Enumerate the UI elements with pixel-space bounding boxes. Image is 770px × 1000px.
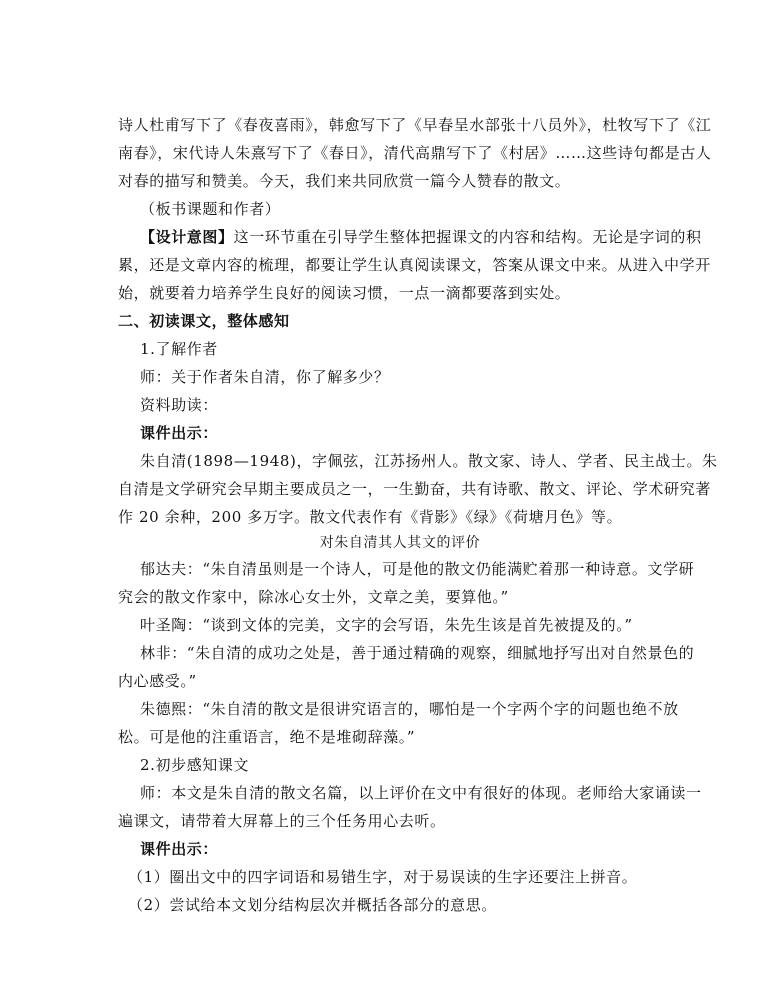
design-intent-line-2: 累，还是文章内容的梳理，都要让学生认真阅读课文，答案从课文中来。从进入中学开 — [118, 256, 711, 274]
courseware-label-1: 课件出示： — [140, 424, 219, 442]
design-intent-label: 【设计意图】 — [140, 228, 234, 246]
bio-line-1: 朱自清(1898—1948)，字佩弦，江苏扬州人。散文家、诗人、学者、民主战士。朱 — [140, 452, 718, 470]
zhu-dexi-quote-line-1: 朱德熙：“朱自清的散文是很讲究语言的，哪怕是一个字两个字的问题也绝不放 — [140, 700, 679, 718]
bio-line-2: 自清是文学研究会早期主要成员之一，一生勤奋，共有诗歌、散文、评论、学术研究著 — [118, 480, 711, 498]
evaluation-title: 对朱自清其人其文的评价 — [319, 535, 481, 551]
lin-fei-quote-line-1: 林非：“朱自清的成功之处是，善于通过精确的观察，细腻地抒写出对自然景色的 — [140, 644, 695, 662]
intro-paragraph-line-1: 诗人杜甫写下了《春夜喜雨》，韩愈写下了《早春呈水部张十八员外》，杜牧写下了《江 — [118, 116, 712, 134]
reading-aid-label: 资料助读： — [140, 396, 219, 414]
yu-dafu-quote-line-2: 究会的散文作家中，除冰心女士外，文章之美，要算他。” — [118, 588, 509, 606]
bio-line-3: 作 20 余种，200 多万字。散文代表作有《背影》《绿》《荷塘月色》等。 — [118, 508, 623, 526]
subsection-two-heading: 2.初步感知课文 — [140, 756, 250, 774]
subsection-one-heading: 1.了解作者 — [140, 340, 218, 358]
task-item-2: （2）尝试给本文划分结构层次并概括各部分的意思。 — [128, 896, 497, 914]
lin-fei-quote-line-2: 内心感受。” — [118, 672, 197, 690]
teacher-recite-line-1: 师：本文是朱自清的散文名篇，以上评价在文中有很好的体现。老师给大家诵读一 — [140, 784, 702, 802]
design-intent-line-3: 始，就要着力培养学生良好的阅读习惯，一点一滴都要落到实处。 — [118, 284, 571, 302]
yu-dafu-quote-line-1: 郁达夫：“朱自清虽则是一个诗人，可是他的散文仍能满贮着那一种诗意。文学研 — [140, 560, 695, 578]
design-intent-text: 这一环节重在引导学生整体把握课文的内容和结构。无论是字词的积 — [233, 228, 702, 246]
teacher-recite-line-2: 遍课文，请带着大屏幕上的三个任务用心去听。 — [118, 812, 446, 830]
zhu-dexi-quote-line-2: 松。可是他的注重语言，绝不是堆砌辞藻。” — [118, 728, 416, 746]
intro-paragraph-line-3: 对春的描写和赞美。今天，我们来共同欣赏一篇今人赞春的散文。 — [118, 172, 571, 190]
ye-shengtao-quote: 叶圣陶：“谈到文体的完美，文字的会写语，朱先生该是首先被提及的。” — [140, 616, 633, 634]
design-intent-line-1 — [140, 224, 704, 250]
section-two-heading: 二、初读课文，整体感知 — [118, 312, 290, 330]
courseware-label-2: 课件出示： — [140, 840, 219, 858]
teacher-question: 师：关于作者朱自清，你了解多少？ — [140, 368, 390, 386]
board-note: （板书课题和作者） — [140, 200, 281, 218]
task-item-1: （1）圈出文中的四字词语和易错生字，对于易误读的生字还要注上拼音。 — [128, 868, 638, 886]
intro-paragraph-line-2: 南春》，宋代诗人朱熹写下了《春日》，清代高鼎写下了《村居》……这些诗句都是古人 — [118, 144, 712, 162]
